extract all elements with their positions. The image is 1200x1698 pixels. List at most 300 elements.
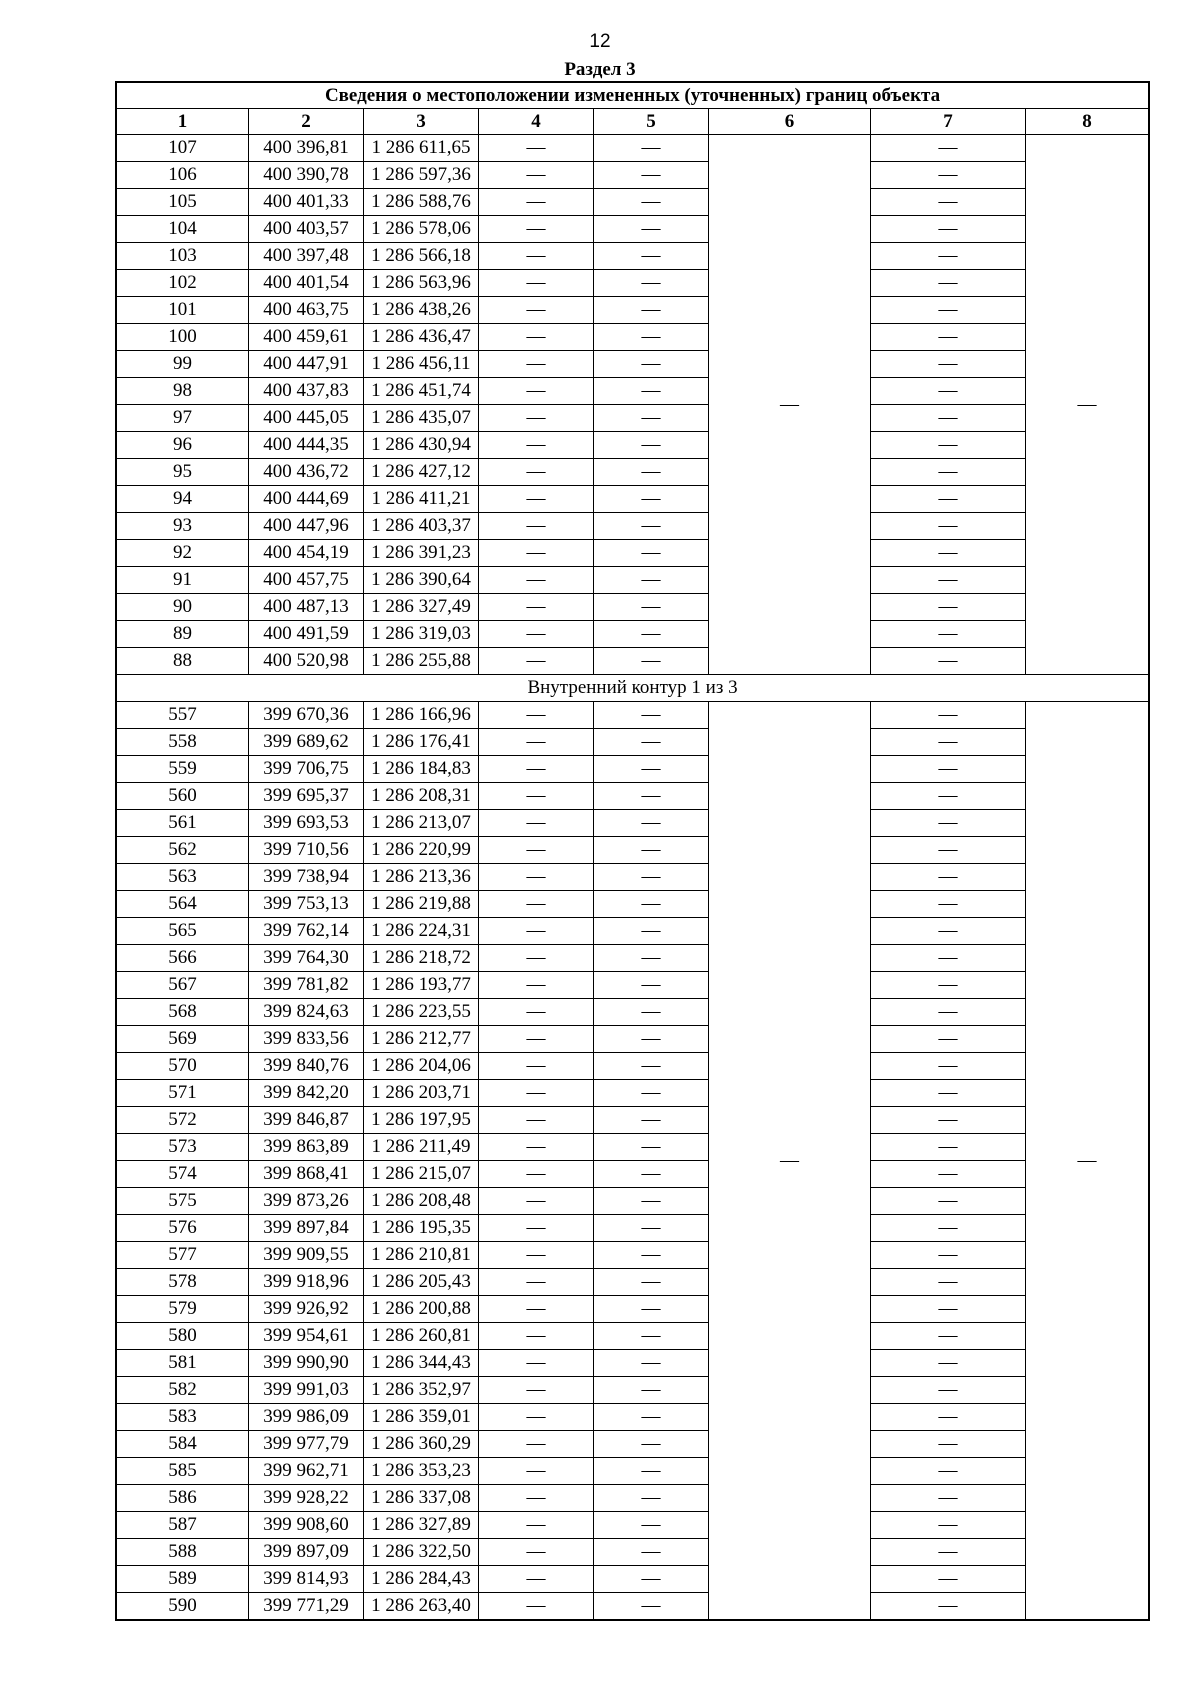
dash-cell: — — [594, 162, 709, 189]
dash-cell: — — [871, 1215, 1026, 1242]
column-header: 2 — [249, 109, 364, 135]
table-row — [117, 216, 1149, 243]
dash-cell: — — [594, 567, 709, 594]
contour-separator-label: Внутренний контур 1 из 3 — [117, 675, 1149, 702]
table-row — [117, 1080, 1149, 1107]
dash-cell: — — [479, 1242, 594, 1269]
point-number-cell: 104 — [117, 216, 249, 243]
dash-cell: — — [479, 405, 594, 432]
table-row — [117, 243, 1149, 270]
dash-cell: — — [479, 432, 594, 459]
table-row — [117, 1566, 1149, 1593]
point-number-cell: 99 — [117, 351, 249, 378]
dash-cell: — — [594, 1080, 709, 1107]
x-coordinate-cell: 399 781,82 — [249, 972, 364, 999]
y-coordinate-cell: 1 286 210,81 — [364, 1242, 479, 1269]
dash-cell: — — [479, 135, 594, 162]
dash-cell: — — [871, 1512, 1026, 1539]
y-coordinate-cell: 1 286 319,03 — [364, 621, 479, 648]
x-coordinate-cell: 399 814,93 — [249, 1566, 364, 1593]
table-row — [117, 702, 1149, 729]
point-number-cell: 587 — [117, 1512, 249, 1539]
y-coordinate-cell: 1 286 597,36 — [364, 162, 479, 189]
y-coordinate-cell: 1 286 566,18 — [364, 243, 479, 270]
x-coordinate-cell: 399 762,14 — [249, 918, 364, 945]
table-row — [117, 837, 1149, 864]
dash-cell: — — [479, 1323, 594, 1350]
y-coordinate-cell: 1 286 260,81 — [364, 1323, 479, 1350]
dash-cell: — — [871, 1269, 1026, 1296]
table-row — [117, 891, 1149, 918]
x-coordinate-cell: 399 842,20 — [249, 1080, 364, 1107]
dash-cell: — — [871, 1323, 1026, 1350]
dash-cell: — — [871, 1107, 1026, 1134]
table-row — [117, 270, 1149, 297]
dash-cell: — — [871, 162, 1026, 189]
x-coordinate-cell: 399 986,09 — [249, 1404, 364, 1431]
dash-cell: — — [594, 1404, 709, 1431]
dash-cell: — — [871, 1134, 1026, 1161]
x-coordinate-cell: 400 491,59 — [249, 621, 364, 648]
point-number-cell: 105 — [117, 189, 249, 216]
point-number-cell: 98 — [117, 378, 249, 405]
y-coordinate-cell: 1 286 588,76 — [364, 189, 479, 216]
point-number-cell: 102 — [117, 270, 249, 297]
table-row — [117, 405, 1149, 432]
table-row — [117, 756, 1149, 783]
boundary-coordinates-table — [116, 82, 1149, 1620]
dash-cell: — — [594, 1323, 709, 1350]
dash-cell: — — [871, 945, 1026, 972]
y-coordinate-cell: 1 286 193,77 — [364, 972, 479, 999]
dash-cell: — — [871, 351, 1026, 378]
table-row — [117, 1107, 1149, 1134]
dash-cell: — — [594, 1134, 709, 1161]
point-number-cell: 89 — [117, 621, 249, 648]
table-row — [117, 1323, 1149, 1350]
x-coordinate-cell: 399 693,53 — [249, 810, 364, 837]
table-row — [117, 729, 1149, 756]
x-coordinate-cell: 399 771,29 — [249, 1593, 364, 1620]
table-row — [117, 486, 1149, 513]
point-number-cell: 582 — [117, 1377, 249, 1404]
table-row — [117, 297, 1149, 324]
dash-cell: — — [479, 702, 594, 729]
y-coordinate-cell: 1 286 211,49 — [364, 1134, 479, 1161]
point-number-cell: 94 — [117, 486, 249, 513]
dash-cell: — — [594, 540, 709, 567]
dash-cell: — — [871, 216, 1026, 243]
dash-cell: — — [479, 1296, 594, 1323]
point-number-cell: 570 — [117, 1053, 249, 1080]
dash-cell: — — [871, 486, 1026, 513]
dash-cell: — — [871, 1377, 1026, 1404]
point-number-cell: 585 — [117, 1458, 249, 1485]
dash-cell: — — [871, 1242, 1026, 1269]
x-coordinate-cell: 400 447,91 — [249, 351, 364, 378]
dash-cell: — — [594, 729, 709, 756]
dash-cell: — — [871, 1431, 1026, 1458]
x-coordinate-cell: 399 926,92 — [249, 1296, 364, 1323]
point-number-cell: 586 — [117, 1485, 249, 1512]
dash-cell: — — [871, 594, 1026, 621]
table-row — [117, 1431, 1149, 1458]
dash-cell: — — [871, 891, 1026, 918]
x-coordinate-cell: 400 444,69 — [249, 486, 364, 513]
y-coordinate-cell: 1 286 204,06 — [364, 1053, 479, 1080]
dash-cell: — — [594, 756, 709, 783]
x-coordinate-cell: 399 710,56 — [249, 837, 364, 864]
dash-cell: — — [479, 243, 594, 270]
dash-cell: — — [479, 1485, 594, 1512]
y-coordinate-cell: 1 286 176,41 — [364, 729, 479, 756]
x-coordinate-cell: 400 463,75 — [249, 297, 364, 324]
dash-cell: — — [594, 837, 709, 864]
point-number-cell: 101 — [117, 297, 249, 324]
dash-cell: — — [594, 1431, 709, 1458]
dash-cell: — — [479, 1350, 594, 1377]
point-number-cell: 590 — [117, 1593, 249, 1620]
dash-cell: — — [479, 1161, 594, 1188]
dash-cell: — — [871, 783, 1026, 810]
dash-cell: — — [479, 1377, 594, 1404]
table-row — [117, 621, 1149, 648]
y-coordinate-cell: 1 286 223,55 — [364, 999, 479, 1026]
table-row — [117, 1458, 1149, 1485]
dash-cell: — — [594, 810, 709, 837]
point-number-cell: 557 — [117, 702, 249, 729]
y-coordinate-cell: 1 286 284,43 — [364, 1566, 479, 1593]
point-number-cell: 561 — [117, 810, 249, 837]
table-row — [117, 135, 1149, 162]
x-coordinate-cell: 399 689,62 — [249, 729, 364, 756]
table-row — [117, 1188, 1149, 1215]
dash-cell: — — [594, 783, 709, 810]
dash-cell: — — [594, 513, 709, 540]
contour-separator-row — [117, 675, 1149, 702]
table-row — [117, 1350, 1149, 1377]
dash-cell: — — [479, 891, 594, 918]
point-number-cell: 107 — [117, 135, 249, 162]
point-number-cell: 579 — [117, 1296, 249, 1323]
dash-cell: — — [871, 324, 1026, 351]
point-number-cell: 569 — [117, 1026, 249, 1053]
x-coordinate-cell: 400 436,72 — [249, 459, 364, 486]
x-coordinate-cell: 400 396,81 — [249, 135, 364, 162]
point-number-cell: 581 — [117, 1350, 249, 1377]
dash-cell: — — [871, 378, 1026, 405]
table-row — [117, 1161, 1149, 1188]
dash-cell: — — [871, 1458, 1026, 1485]
point-number-cell: 90 — [117, 594, 249, 621]
table-row — [117, 1539, 1149, 1566]
x-coordinate-cell: 399 670,36 — [249, 702, 364, 729]
dash-cell: — — [594, 972, 709, 999]
dash-cell: — — [594, 702, 709, 729]
dash-cell: — — [594, 1188, 709, 1215]
dash-cell: — — [871, 513, 1026, 540]
dash-cell: — — [594, 891, 709, 918]
dash-cell: — — [594, 297, 709, 324]
table-row — [117, 648, 1149, 675]
point-number-cell: 578 — [117, 1269, 249, 1296]
dash-cell: — — [479, 1458, 594, 1485]
point-number-cell: 558 — [117, 729, 249, 756]
dash-cell: — — [594, 1566, 709, 1593]
y-coordinate-cell: 1 286 213,07 — [364, 810, 479, 837]
x-coordinate-cell: 400 437,83 — [249, 378, 364, 405]
dash-cell: — — [594, 432, 709, 459]
x-coordinate-cell: 400 454,19 — [249, 540, 364, 567]
point-number-cell: 562 — [117, 837, 249, 864]
dash-cell: — — [871, 1485, 1026, 1512]
dash-cell: — — [594, 1377, 709, 1404]
point-number-cell: 571 — [117, 1080, 249, 1107]
table-row — [117, 1485, 1149, 1512]
dash-cell: — — [479, 270, 594, 297]
y-coordinate-cell: 1 286 322,50 — [364, 1539, 479, 1566]
x-coordinate-cell: 400 487,13 — [249, 594, 364, 621]
x-coordinate-cell: 399 863,89 — [249, 1134, 364, 1161]
table-title-row — [117, 83, 1149, 109]
merged-dash-cell: — — [1026, 135, 1149, 675]
table-row — [117, 1512, 1149, 1539]
dash-cell: — — [479, 1269, 594, 1296]
dash-cell: — — [594, 486, 709, 513]
x-coordinate-cell: 399 706,75 — [249, 756, 364, 783]
y-coordinate-cell: 1 286 456,11 — [364, 351, 479, 378]
dash-cell: — — [479, 378, 594, 405]
y-coordinate-cell: 1 286 578,06 — [364, 216, 479, 243]
table-row — [117, 864, 1149, 891]
x-coordinate-cell: 400 445,05 — [249, 405, 364, 432]
table-row — [117, 1296, 1149, 1323]
dash-cell: — — [479, 1215, 594, 1242]
x-coordinate-cell: 399 977,79 — [249, 1431, 364, 1458]
point-number-cell: 584 — [117, 1431, 249, 1458]
point-number-cell: 106 — [117, 162, 249, 189]
table-row — [117, 1053, 1149, 1080]
column-header: 5 — [594, 109, 709, 135]
y-coordinate-cell: 1 286 611,65 — [364, 135, 479, 162]
dash-cell: — — [594, 1485, 709, 1512]
x-coordinate-cell: 399 824,63 — [249, 999, 364, 1026]
table-row — [117, 1026, 1149, 1053]
x-coordinate-cell: 399 962,71 — [249, 1458, 364, 1485]
y-coordinate-cell: 1 286 435,07 — [364, 405, 479, 432]
table-row — [117, 810, 1149, 837]
y-coordinate-cell: 1 286 166,96 — [364, 702, 479, 729]
dash-cell: — — [479, 1080, 594, 1107]
dash-cell: — — [594, 918, 709, 945]
y-coordinate-cell: 1 286 224,31 — [364, 918, 479, 945]
x-coordinate-cell: 399 991,03 — [249, 1377, 364, 1404]
y-coordinate-cell: 1 286 353,23 — [364, 1458, 479, 1485]
x-coordinate-cell: 399 908,60 — [249, 1512, 364, 1539]
y-coordinate-cell: 1 286 219,88 — [364, 891, 479, 918]
x-coordinate-cell: 399 990,90 — [249, 1350, 364, 1377]
dash-cell: — — [479, 513, 594, 540]
y-coordinate-cell: 1 286 427,12 — [364, 459, 479, 486]
dash-cell: — — [479, 1566, 594, 1593]
point-number-cell: 589 — [117, 1566, 249, 1593]
table-row — [117, 378, 1149, 405]
point-number-cell: 573 — [117, 1134, 249, 1161]
point-number-cell: 568 — [117, 999, 249, 1026]
dash-cell: — — [594, 1026, 709, 1053]
dash-cell: — — [871, 1593, 1026, 1620]
dash-cell: — — [594, 216, 709, 243]
dash-cell: — — [594, 621, 709, 648]
x-coordinate-cell: 399 846,87 — [249, 1107, 364, 1134]
point-number-cell: 100 — [117, 324, 249, 351]
dash-cell: — — [594, 1269, 709, 1296]
point-number-cell: 574 — [117, 1161, 249, 1188]
y-coordinate-cell: 1 286 436,47 — [364, 324, 479, 351]
dash-cell: — — [594, 135, 709, 162]
dash-cell: — — [871, 540, 1026, 567]
dash-cell: — — [871, 864, 1026, 891]
point-number-cell: 559 — [117, 756, 249, 783]
dash-cell: — — [594, 270, 709, 297]
table-row — [117, 1134, 1149, 1161]
point-number-cell: 560 — [117, 783, 249, 810]
point-number-cell: 566 — [117, 945, 249, 972]
dash-cell: — — [871, 648, 1026, 675]
x-coordinate-cell: 400 520,98 — [249, 648, 364, 675]
point-number-cell: 575 — [117, 1188, 249, 1215]
table-row — [117, 513, 1149, 540]
dash-cell: — — [871, 918, 1026, 945]
point-number-cell: 88 — [117, 648, 249, 675]
dash-cell: — — [479, 540, 594, 567]
x-coordinate-cell: 400 401,33 — [249, 189, 364, 216]
dash-cell: — — [871, 1080, 1026, 1107]
y-coordinate-cell: 1 286 184,83 — [364, 756, 479, 783]
x-coordinate-cell: 399 764,30 — [249, 945, 364, 972]
dash-cell: — — [479, 918, 594, 945]
merged-dash-cell: — — [1026, 702, 1149, 1620]
y-coordinate-cell: 1 286 360,29 — [364, 1431, 479, 1458]
table-row — [117, 189, 1149, 216]
y-coordinate-cell: 1 286 212,77 — [364, 1026, 479, 1053]
table-row — [117, 567, 1149, 594]
column-header: 3 — [364, 109, 479, 135]
dash-cell: — — [871, 270, 1026, 297]
point-number-cell: 91 — [117, 567, 249, 594]
dash-cell: — — [479, 351, 594, 378]
point-number-cell: 565 — [117, 918, 249, 945]
dash-cell: — — [479, 810, 594, 837]
dash-cell: — — [594, 405, 709, 432]
dash-cell: — — [871, 135, 1026, 162]
dash-cell: — — [871, 1404, 1026, 1431]
dash-cell: — — [871, 621, 1026, 648]
dash-cell: — — [594, 1458, 709, 1485]
y-coordinate-cell: 1 286 411,21 — [364, 486, 479, 513]
dash-cell: — — [871, 459, 1026, 486]
dash-cell: — — [594, 594, 709, 621]
y-coordinate-cell: 1 286 352,97 — [364, 1377, 479, 1404]
point-number-cell: 93 — [117, 513, 249, 540]
dash-cell: — — [871, 189, 1026, 216]
dash-cell: — — [871, 729, 1026, 756]
point-number-cell: 95 — [117, 459, 249, 486]
dash-cell: — — [594, 1593, 709, 1620]
dash-cell: — — [871, 810, 1026, 837]
column-header: 6 — [709, 109, 871, 135]
dash-cell: — — [479, 162, 594, 189]
table-row — [117, 783, 1149, 810]
point-number-cell: 97 — [117, 405, 249, 432]
point-number-cell: 588 — [117, 1539, 249, 1566]
table-row — [117, 1242, 1149, 1269]
table-row — [117, 918, 1149, 945]
table-row — [117, 1377, 1149, 1404]
dash-cell: — — [479, 648, 594, 675]
dash-cell: — — [594, 945, 709, 972]
dash-cell: — — [871, 1053, 1026, 1080]
dash-cell: — — [871, 702, 1026, 729]
dash-cell: — — [871, 567, 1026, 594]
dash-cell: — — [479, 1188, 594, 1215]
x-coordinate-cell: 399 954,61 — [249, 1323, 364, 1350]
merged-dash-cell: — — [709, 702, 871, 1620]
table-row — [117, 162, 1149, 189]
dash-cell: — — [871, 1188, 1026, 1215]
table-row — [117, 945, 1149, 972]
point-number-cell: 583 — [117, 1404, 249, 1431]
x-coordinate-cell: 399 840,76 — [249, 1053, 364, 1080]
dash-cell: — — [594, 378, 709, 405]
point-number-cell: 103 — [117, 243, 249, 270]
dash-cell: — — [479, 972, 594, 999]
y-coordinate-cell: 1 286 403,37 — [364, 513, 479, 540]
y-coordinate-cell: 1 286 255,88 — [364, 648, 479, 675]
dash-cell: — — [479, 999, 594, 1026]
y-coordinate-cell: 1 286 213,36 — [364, 864, 479, 891]
column-header: 7 — [871, 109, 1026, 135]
point-number-cell: 567 — [117, 972, 249, 999]
y-coordinate-cell: 1 286 208,31 — [364, 783, 479, 810]
y-coordinate-cell: 1 286 218,72 — [364, 945, 479, 972]
dash-cell: — — [871, 1350, 1026, 1377]
point-number-cell: 92 — [117, 540, 249, 567]
x-coordinate-cell: 400 390,78 — [249, 162, 364, 189]
dash-cell: — — [594, 999, 709, 1026]
dash-cell: — — [594, 1242, 709, 1269]
dash-cell: — — [871, 1161, 1026, 1188]
table-row — [117, 351, 1149, 378]
dash-cell: — — [479, 1404, 594, 1431]
point-number-cell: 572 — [117, 1107, 249, 1134]
dash-cell: — — [479, 756, 594, 783]
table-row — [117, 459, 1149, 486]
dash-cell: — — [594, 189, 709, 216]
dash-cell: — — [871, 972, 1026, 999]
dash-cell: — — [871, 1566, 1026, 1593]
dash-cell: — — [479, 459, 594, 486]
table-row — [117, 1404, 1149, 1431]
x-coordinate-cell: 399 695,37 — [249, 783, 364, 810]
x-coordinate-cell: 400 444,35 — [249, 432, 364, 459]
point-number-cell: 576 — [117, 1215, 249, 1242]
dash-cell: — — [479, 1107, 594, 1134]
x-coordinate-cell: 399 868,41 — [249, 1161, 364, 1188]
dash-cell: — — [594, 1053, 709, 1080]
dash-cell: — — [871, 756, 1026, 783]
x-coordinate-cell: 399 833,56 — [249, 1026, 364, 1053]
